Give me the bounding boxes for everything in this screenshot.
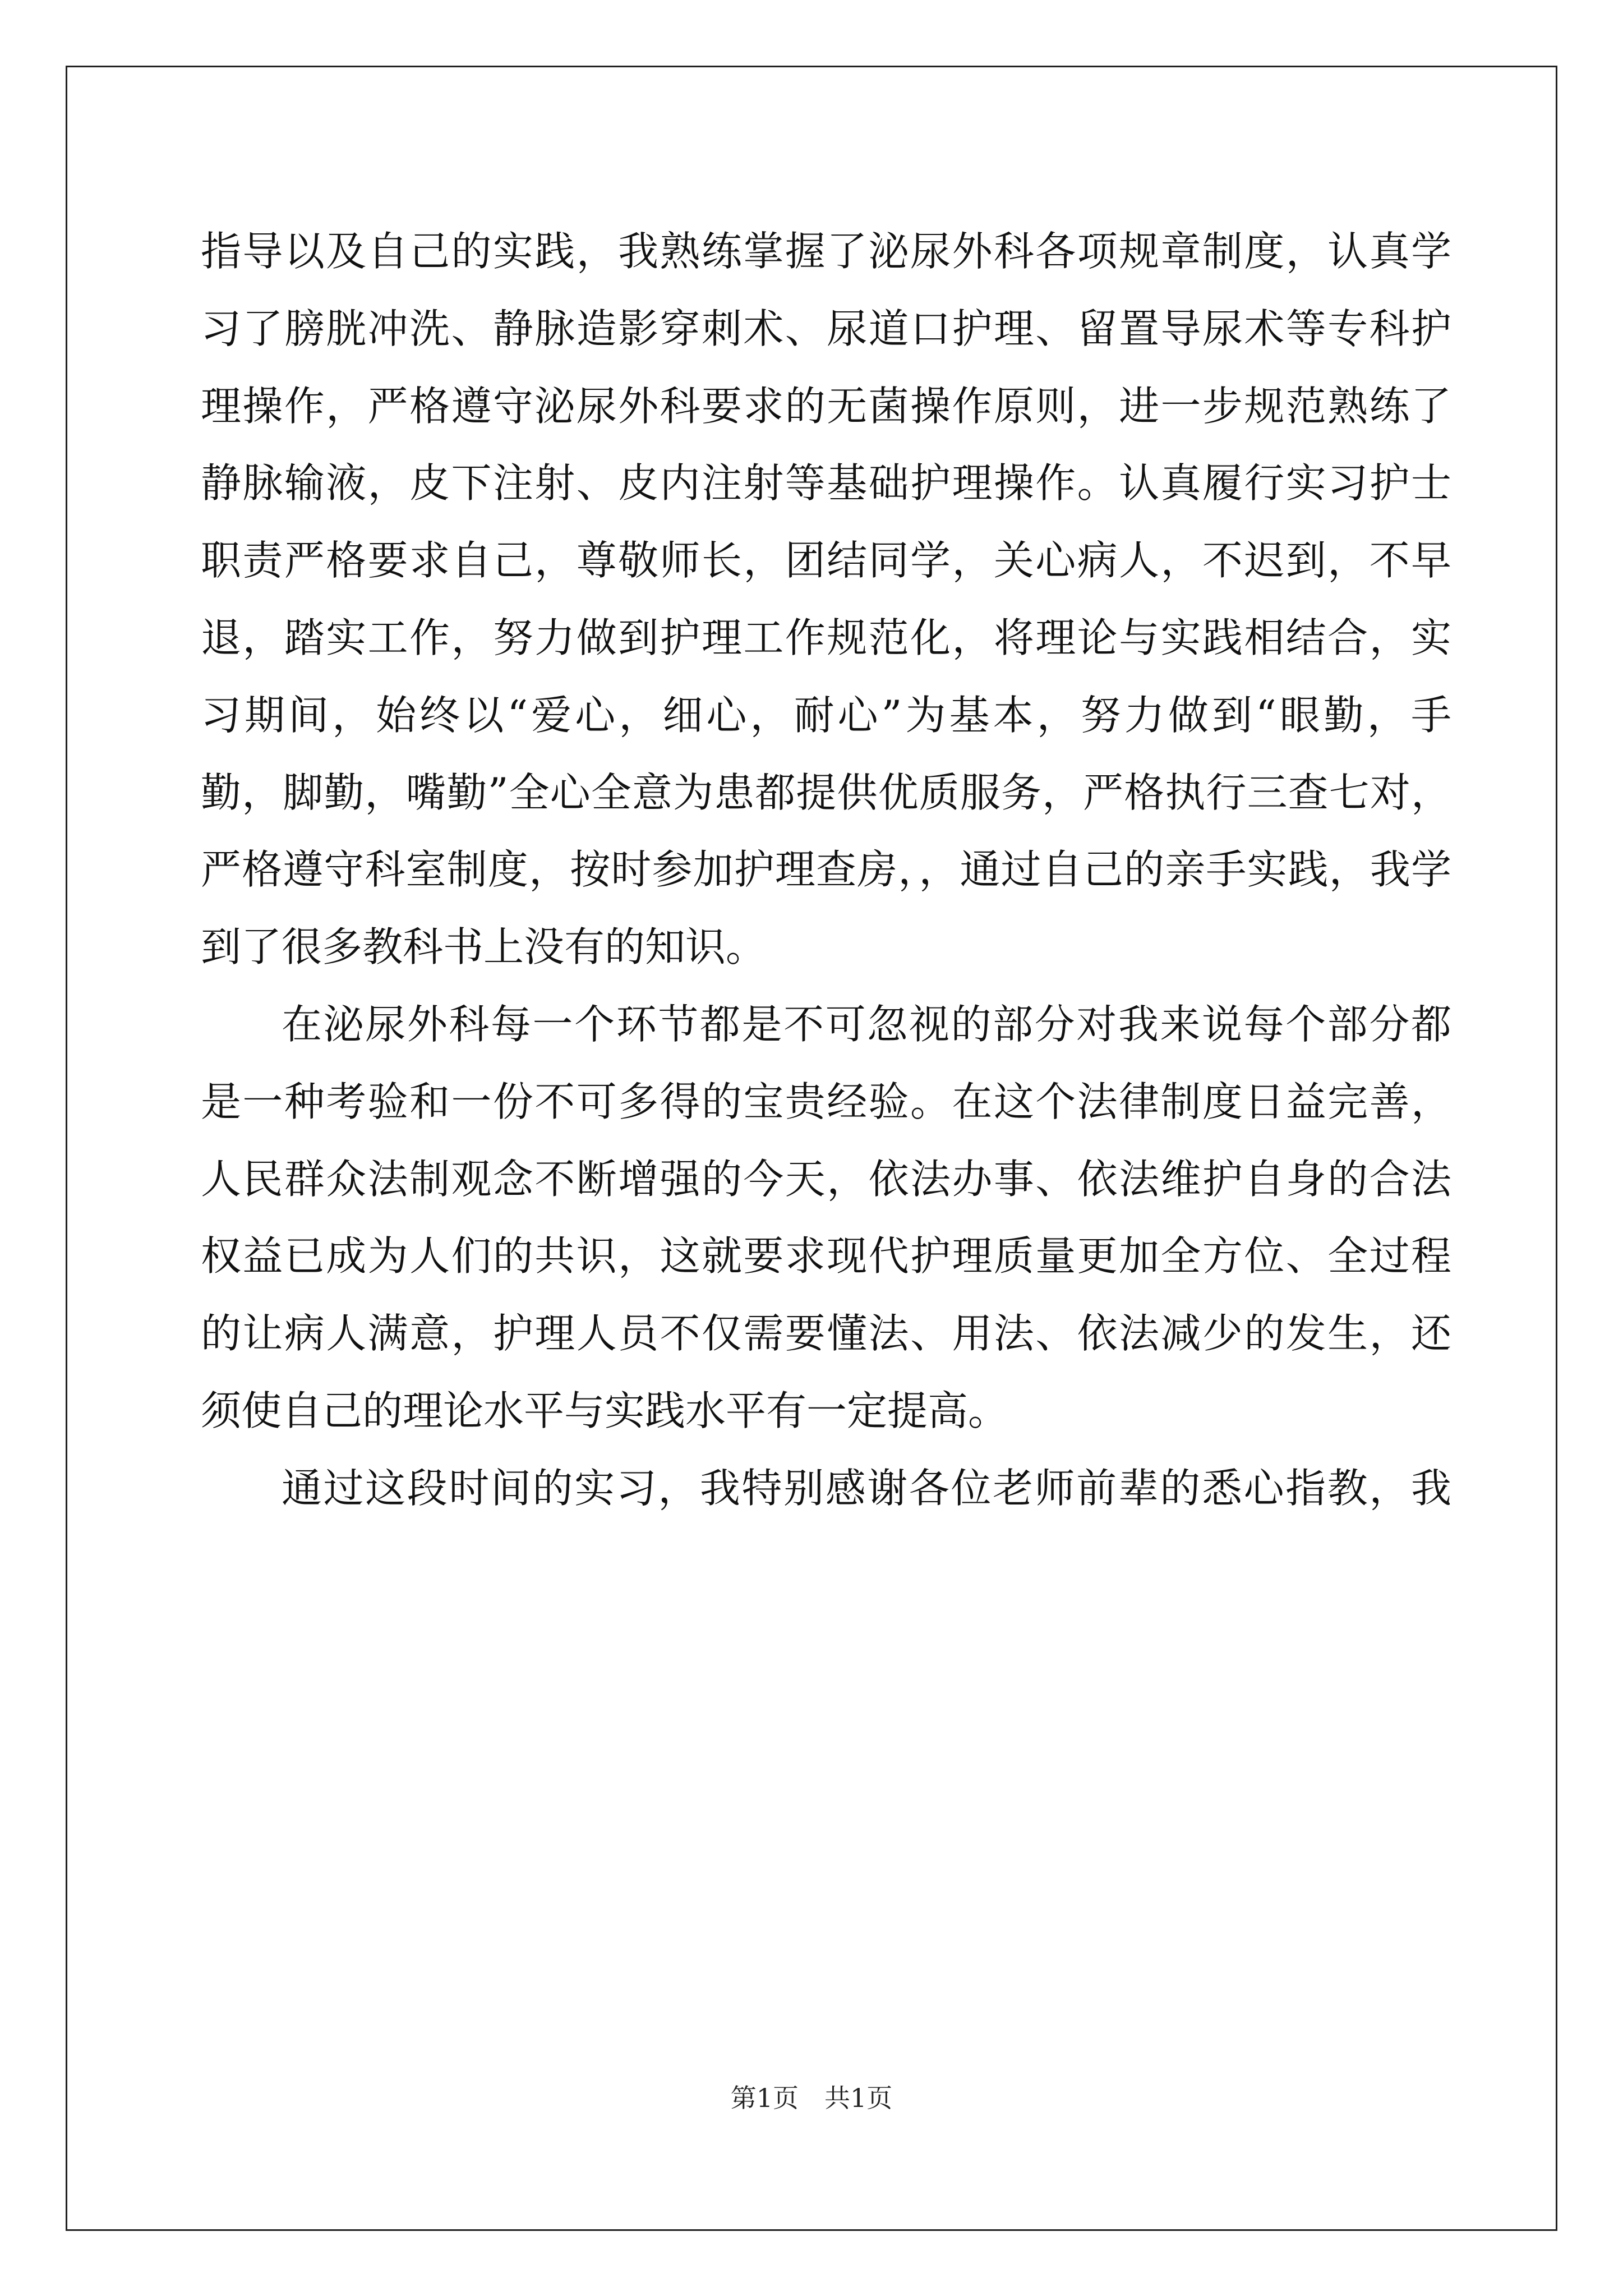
text-line: 理操作，严格遵守泌尿外科要求的无菌操作原则，进一步规范熟练了 [201, 382, 1451, 430]
text-line: 到了很多教科书上没有的知识。 [201, 923, 767, 971]
text-line: 权益已成为人们的共识，这就要求现代护理质量更加全方位、全过程 [201, 1232, 1451, 1280]
page-footer: 第1页 共1页 [730, 2083, 893, 2113]
text-line: 须使自己的理论水平与实践水平有一定提高。 [201, 1387, 1009, 1434]
text-line: 勤，脚勤，嘴勤”全心全意为患都提供优质服务，严格执行三查七对， [201, 769, 1451, 816]
paragraph-2 [201, 986, 1451, 1450]
text-line: 在泌尿外科每一个环节都是不可忽视的部分对我来说每个部分都 [282, 1000, 1451, 1048]
text-line: 静脉输液，皮下注射、皮内注射等基础护理操作。认真履行实习护士 [201, 459, 1451, 507]
document-body [201, 213, 1451, 1527]
text-line: 通过这段时间的实习，我特别感谢各位老师前辈的悉心指教，我 [282, 1464, 1451, 1512]
paragraph-1 [201, 213, 1451, 986]
text-line: 指导以及自己的实践，我熟练掌握了泌尿外科各项规章制度，认真学 [201, 228, 1451, 275]
text-line: 退，踏实工作，努力做到护理工作规范化，将理论与实践相结合，实 [201, 614, 1451, 661]
paragraph-3 [201, 1450, 1451, 1527]
text-line: 习期间，始终以“爱心，细心，耐心”为基本，努力做到“眼勤，手 [201, 691, 1451, 739]
text-line: 人民群众法制观念不断增强的今天，依法办事、依法维护自身的合法 [201, 1155, 1451, 1203]
text-line: 严格遵守科室制度，按时参加护理查房，，通过自己的亲手实践，我学 [201, 846, 1451, 894]
text-line: 的让病人满意，护理人员不仅需要懂法、用法、依法减少的发生，还 [201, 1310, 1451, 1358]
text-line: 习了膀胱冲洗、静脉造影穿刺术、尿道口护理、留置导尿术等专科护 [201, 305, 1451, 352]
text-line: 职责严格要求自己，尊敬师长，团结同学，关心病人，不迟到，不早 [201, 537, 1451, 585]
text-line: 是一种考验和一份不可多得的宝贵经验。在这个法律制度日益完善， [201, 1078, 1451, 1125]
